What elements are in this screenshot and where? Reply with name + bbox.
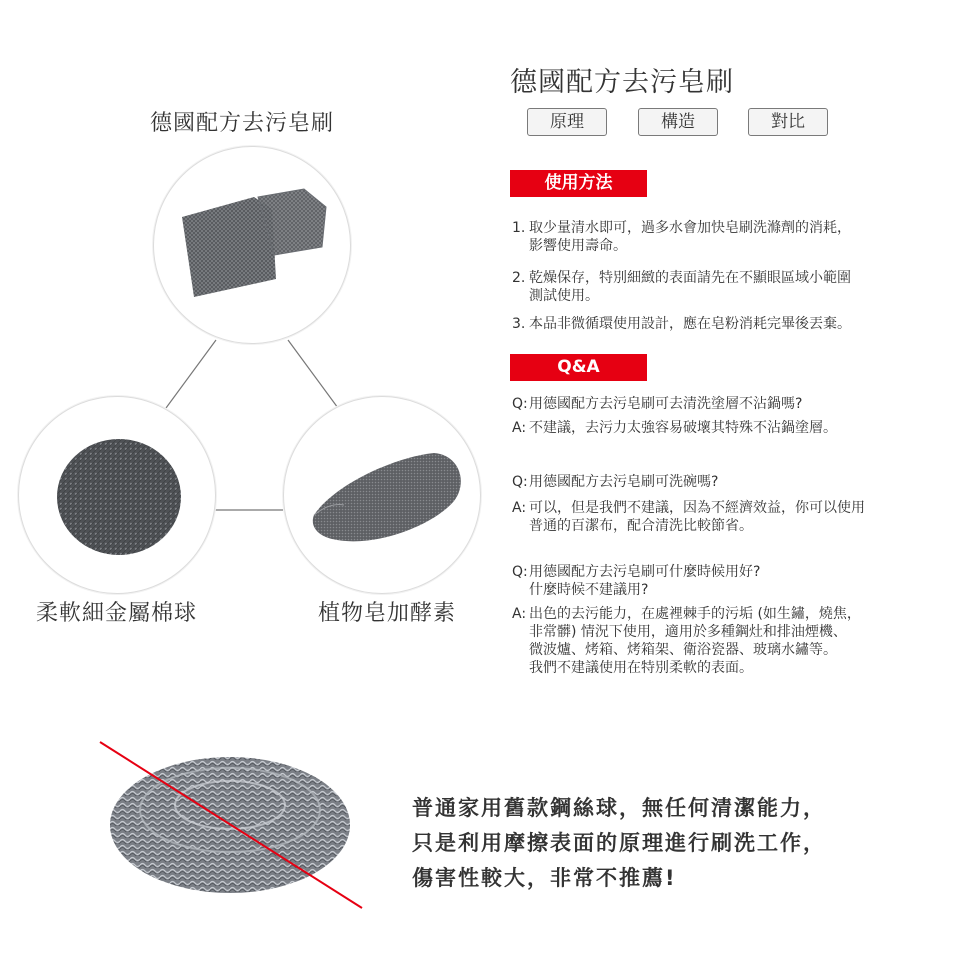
question-text: 用德國配方去污皂刷可去清洗塗層不沾鍋嗎?: [529, 396, 803, 412]
usage-section-header: 使用方法: [510, 170, 647, 197]
qa-question: [512, 473, 932, 491]
answer-text: 普通的百潔布，配合清洗比較節省。: [529, 518, 753, 534]
qa-question: [512, 395, 932, 413]
metal-wool-ball-image: [18, 396, 216, 594]
qa-question: [512, 563, 932, 599]
metal-wool-ball-label: 柔軟細金屬棉球: [36, 601, 198, 626]
tab-principle[interactable]: 原理: [527, 108, 607, 136]
answer-prefix: A:: [512, 500, 527, 516]
usage-item-text: 取少量清水即可，過多水會加快皂刷洗滌劑的消耗，: [529, 220, 851, 236]
usage-item-text: 測試使用。: [529, 288, 599, 304]
usage-item-number: 2.: [512, 270, 526, 286]
question-text: 用德國配方去污皂刷可洗碗嗎?: [529, 474, 719, 490]
answer-text: 微波爐、烤箱、烤箱架、衛浴瓷器、玻璃水鏽等。: [529, 642, 837, 658]
answer-text: 我們不建議使用在特別柔軟的表面。: [529, 660, 753, 676]
tab-structure[interactable]: 構造: [638, 108, 718, 136]
usage-item-text: 影響使用壽命。: [529, 238, 627, 254]
qa-answer: [512, 499, 932, 535]
answer-text: 出色的去污能力，在處裡棘手的污垢 (如生鏽，燒焦，: [529, 606, 861, 622]
usage-item-number: 3.: [512, 316, 526, 332]
answer-text: 非常髒) 情況下使用，適用於多種鋼灶和排油煙機、: [529, 624, 847, 640]
question-prefix: Q:: [512, 474, 528, 490]
qa-answer: [512, 419, 932, 437]
usage-item-number: 1.: [512, 220, 526, 236]
qa-answer: [512, 605, 932, 677]
answer-prefix: A:: [512, 606, 527, 622]
answer-prefix: A:: [512, 420, 527, 436]
question-prefix: Q:: [512, 396, 528, 412]
usage-item: [512, 219, 922, 255]
qa-section-header: Q&A: [510, 354, 647, 381]
answer-text: 可以，但是我們不建議，因為不經濟效益，你可以使用: [529, 500, 865, 516]
question-prefix: Q:: [512, 564, 528, 580]
question-text: 用德國配方去污皂刷可什麼時候用好?: [529, 564, 761, 580]
soap-enzyme-label: 植物皂加酵素: [318, 601, 457, 626]
usage-item-text: 本品非微循環使用設計，應在皂粉消耗完畢後丟棄。: [529, 316, 851, 332]
steel-wool-pad-image: [153, 146, 351, 344]
diagram-title: 德國配方去污皂刷: [150, 111, 335, 136]
bottom-note-line: 只是利用摩擦表面的原理進行刷洗工作，: [412, 831, 826, 855]
bottom-note-line: 普通家用舊款鋼絲球，無任何清潔能力，: [412, 796, 826, 820]
steel-scrubber-image: [90, 730, 380, 920]
usage-item-text: 乾燥保存，特別細緻的表面請先在不顯眼區域小範圍: [529, 270, 851, 286]
usage-item: [512, 315, 922, 333]
tab-comparison[interactable]: 對比: [748, 108, 828, 136]
page-title: 德國配方去污皂刷: [510, 67, 734, 98]
usage-item: [512, 269, 922, 305]
bottom-note-line: 傷害性較大，非常不推薦!: [412, 866, 677, 890]
question-text: 什麼時候不建議用?: [529, 582, 649, 598]
soap-powder-image: [283, 396, 481, 594]
answer-text: 不建議，去污力太強容易破壞其特殊不沾鍋塗層。: [529, 420, 837, 436]
